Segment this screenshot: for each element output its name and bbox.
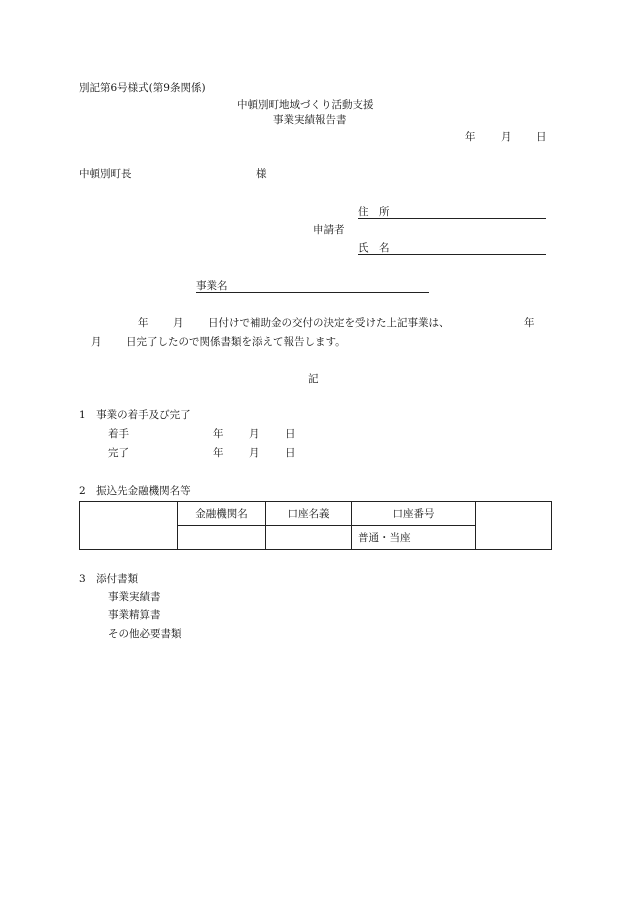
date-day: 日 [536, 131, 547, 143]
body-year-2: 年 [524, 317, 535, 329]
body-year: 年 [138, 317, 149, 329]
addressee-honorific: 様 [256, 168, 267, 180]
body-month: 月 [173, 317, 184, 329]
start-month: 月 [249, 428, 260, 440]
body-line1-text: 日付けで補助金の交付の決定を受けた上記事業は、 [208, 317, 450, 329]
address-field-line[interactable] [358, 218, 546, 219]
start-label: 着手 [108, 428, 129, 440]
account-holder-cell[interactable] [266, 526, 352, 550]
applicant-label: 申請者 [313, 224, 345, 236]
bank-name-cell[interactable] [178, 526, 266, 550]
header-bank-name: 金融機関名 [178, 502, 266, 526]
start-day: 日 [285, 428, 296, 440]
header-account-number: 口座番号 [352, 502, 476, 526]
addressee-name: 中頓別町長 [79, 168, 132, 180]
attachment-item: 事業精算書 [108, 609, 161, 621]
section2-heading: 2 振込先金融機関名等 [79, 485, 191, 497]
date-month: 月 [501, 131, 512, 143]
form-reference: 別記第6号様式(第9条関係) [79, 82, 206, 94]
complete-day: 日 [285, 447, 296, 459]
title-line-1: 中頓別町地域づくり活動支援 [237, 99, 374, 111]
start-year: 年 [213, 428, 224, 440]
header-account-holder: 口座名義 [266, 502, 352, 526]
body-month-2: 月 [91, 336, 102, 348]
ki-mark: 記 [308, 373, 319, 385]
project-name-label: 事業名 [196, 280, 228, 292]
title-line-2: 事業実績報告書 [273, 114, 347, 126]
attachment-item: 事業実績書 [108, 591, 161, 603]
project-name-field-line[interactable] [196, 292, 429, 293]
bank-table-blank-left[interactable] [80, 502, 178, 550]
complete-label: 完了 [108, 447, 129, 459]
address-label: 住 所 [358, 206, 390, 218]
name-field-line[interactable] [358, 254, 546, 255]
bank-table [79, 501, 552, 550]
account-type-cell[interactable]: 普通・当座 [352, 526, 476, 550]
body-line2-text: 日完了したので関係書類を添えて報告します。 [126, 336, 346, 348]
section3-heading: 3 添付書類 [79, 573, 139, 585]
complete-year: 年 [213, 447, 224, 459]
attachment-item: その他必要書類 [108, 628, 182, 640]
date-year: 年 [465, 131, 476, 143]
complete-month: 月 [249, 447, 260, 459]
section1-heading: 1 事業の着手及び完了 [79, 409, 191, 421]
name-label: 氏 名 [358, 242, 390, 254]
bank-table-blank-right[interactable] [476, 502, 552, 550]
